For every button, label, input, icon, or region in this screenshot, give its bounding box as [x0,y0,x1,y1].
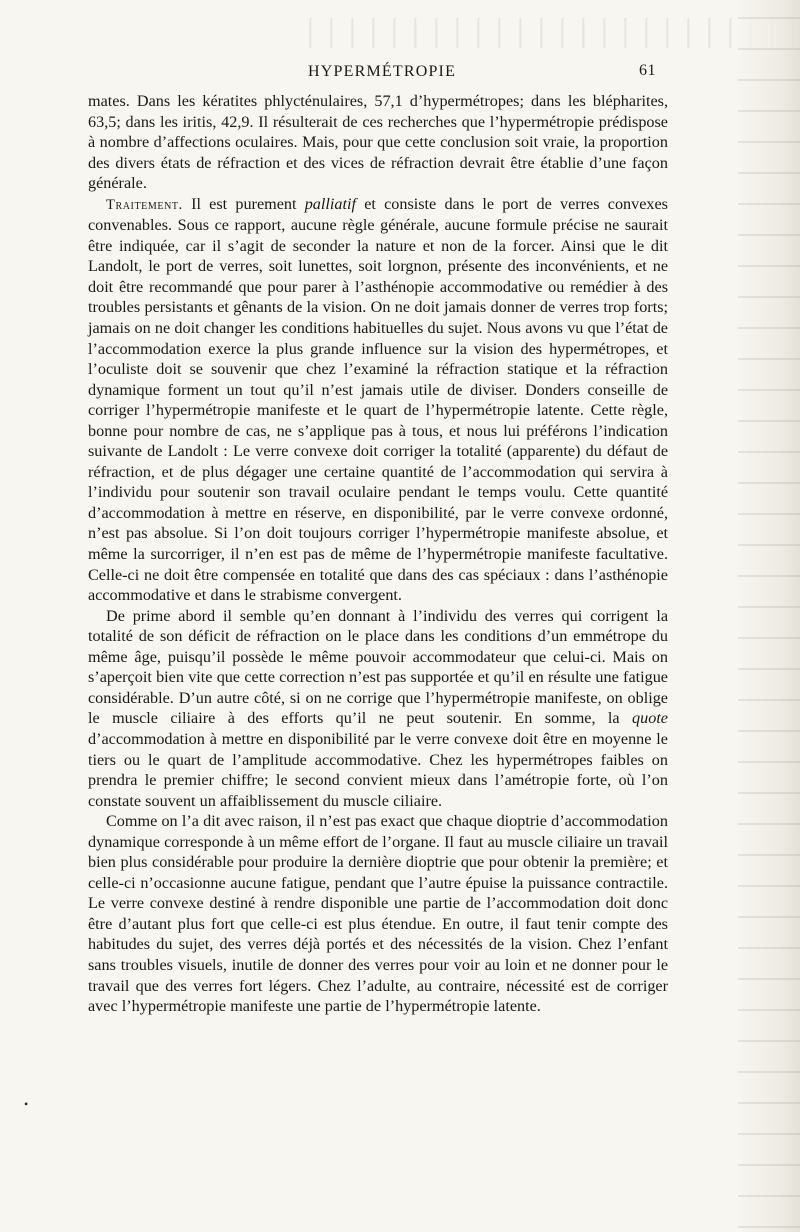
paragraph-1 [88,91,668,194]
paragraph-1-text: mates. Dans les kératites phlycténulaires, 57,1 d’hypermétropes; dans les blépharites, 63,5; dans les iritis, 42,9. Il résulterait de ces recherches que l’hypermétropie prédispose à nombre d’affections oculaires. Mais, pour que cette conclusion soit vraie, la proportion des divers états de réfraction et des vices de réfraction devrait être établie d’une façon générale. [88,92,668,193]
page-number: 61 [639,62,656,79]
scan-page-edge [738,0,800,1232]
emphasis-quote: quote [632,709,668,728]
margin-speck-mark: • [24,1097,29,1111]
paragraph-3-after-emphasis: d’accommodation à mettre en disponibilité par le verre convexe doit être en moyenne le tiers ou le quart de l’amplitude accommodative. Chez les hypermétropes faibles on prendra le premier chiffre; le second convient mieux dans l’amétropie forte, où l’on constate souvent un affaiblissement du muscle ciliaire. [88,729,668,810]
emphasis-palliatif: palliatif [304,194,356,213]
paragraph-3 [88,606,668,811]
main-text [88,91,668,1017]
paragraph-traitement [88,194,668,606]
running-header [86,63,666,85]
scan-top-noise [300,18,800,48]
paragraph-2-before-emphasis: Il est purement [182,194,305,213]
running-header-title: HYPERMÉTROPIE [308,63,457,80]
section-lead-traitement: Traitement. [106,196,183,213]
paragraph-4-text: Comme on l’a dit avec raison, il n’est pas exact que chaque dioptrie d’accommodation dynamique corresponde à un même effort de l’organe. Il faut au muscle ciliaire un travail bien plus considérable pour produire la dernière dioptrie que pour obtenir la première; et celle-ci n’occasionne aucune fatigue, pendant que l’autre épuise la puissance contractile. Le verre convexe destiné à rendre disponible une partie de l’accommodation doit donc être d’autant plus fort que celle-ci est plus étendue. En outre, il faut tenir compte des habitudes du sujet, des verres déjà portés et des nécessités de la vision. Chez l’enfant sans troubles visuels, inutile de donner des verres pour voir au loin et ne donner pour le travail que des verres fort légers. Chez l’adulte, au contraire, nécessité est de corriger avec l’hypermétropie manifeste une partie de l’hypermétropie latente. [88,812,668,1016]
paragraph-3-text: De prime abord il semble qu’en donnant à l’individu des verres qui corrigent la totalité de son déficit de réfraction on le place dans les conditions d’un emmétrope du même âge, puisqu’il possède le même pouvoir accommodateur que celui-ci. Mais on s’aperçoit bien vite que cette correction n’est pas supportée et qu’il en résulte une fatigue considérable. D’un autre côté, si on ne corrige que l’hypermétropie manifeste, on oblige le muscle ciliaire à des efforts qu’il ne peut soutenir. En somme, la [88,606,668,728]
paragraph-4 [88,811,668,1016]
paragraph-2-text: et consiste dans le port de verres convexes convenables. Sous ce rapport, aucune règle générale, aucune formule précise ne saurait être indiquée, car il s’agit de seconder la nature et non de la forcer. Ainsi que le dit Landolt, le port de verres, soit lunettes, soit lorgnon, présente des inconvénients, et ne doit être recommandé que pour parer à l’asthénopie accommodative ou remédier à des troubles persistants et gênants de la vision. On ne doit jamais donner de verres trop forts; jamais on ne doit changer les conditions habituelles du sujet. Nous avons vu que l’état de l’accommodation exerce la plus grande influence sur la vision des hypermétropes, et l’oculiste doit se souvenir que chez l’examiné la réfraction statique et la réfraction dynamique forment un tout qu’il n’est jamais utile de diviser. Donders conseille de corriger l’hypermétropie manifeste et le quart de l’hypermétropie latente. Cette règle, bonne pour nombre de cas, ne s’applique pas à tous, et nous lui préférons l’indication suivante de Landolt : Le verre convexe doit corriger la totalité (apparente) du défaut de réfraction, et de plus dégager une certaine quantité de l’accommodation qui servira à l’individu pour soutenir son travail oculaire pendant le temps voulu. Cette quantité d’accommodation à mettre en réserve, en disponibilité, par le verre convexe ordonné, n’est pas absolue. Si l’on doit toujours corriger l’hypermétropie manifeste absolue, et même la surcorriger, il n’en est pas de même de l’hypermétropie manifeste facultative. Celle-ci ne doit être compensée en totalité que dans des cas spéciaux : dans l’asthénopie accommodative et dans le strabisme convergent. [88,194,668,605]
